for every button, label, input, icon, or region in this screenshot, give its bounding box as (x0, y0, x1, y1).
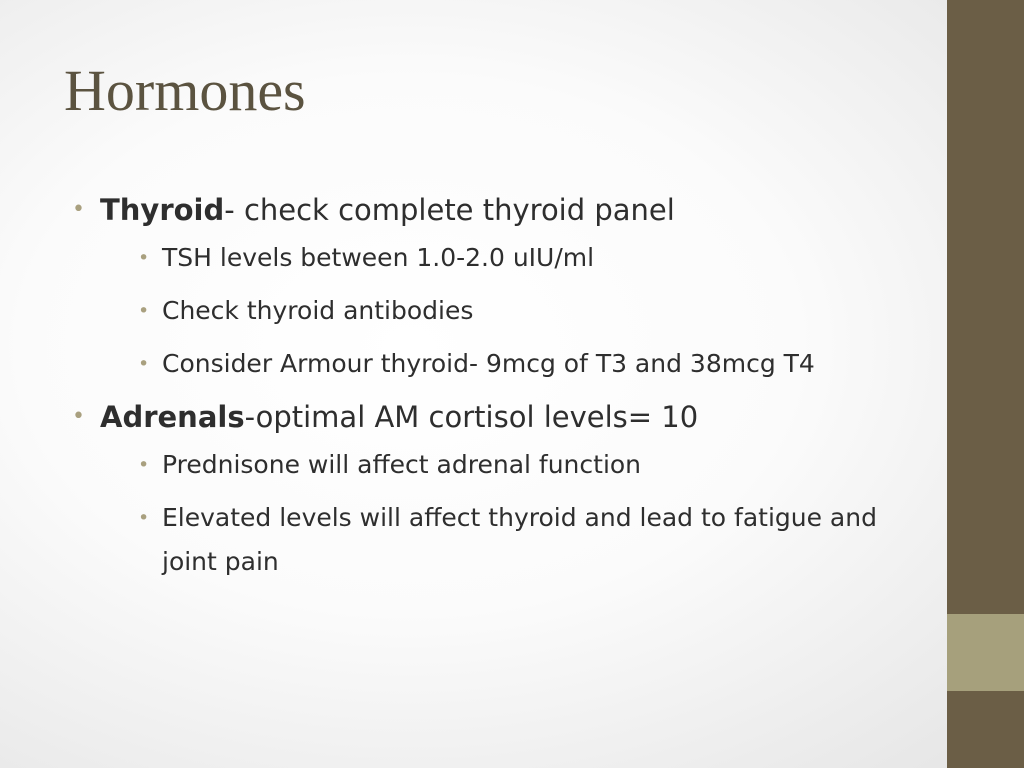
sub-bullet (100, 496, 892, 584)
bullet-dot-icon: • (138, 300, 150, 322)
bullet-list (72, 188, 892, 584)
sub-bullet (100, 236, 892, 280)
bullet-bold-label: Thyroid (100, 193, 225, 227)
bullet-dot-icon: • (72, 197, 85, 222)
sub-bullet-text: TSH levels between 1.0-2.0 uIU/ml (162, 243, 595, 272)
slide-title: Hormones (64, 58, 306, 123)
bullet-dot-icon: • (72, 404, 85, 429)
bullet-text: - check complete thyroid panel (224, 193, 675, 227)
sub-bullet-text: Consider Armour thyroid- 9mcg of T3 and 38mcg T4 (162, 349, 815, 378)
bullet-dot-icon: • (138, 353, 150, 375)
bullet-thyroid (72, 188, 892, 386)
bullet-dot-icon: • (138, 454, 150, 476)
sub-bullet (100, 443, 892, 487)
sub-bullet (100, 289, 892, 333)
sub-bullet-text: Elevated levels will affect thyroid and lead to fatigue and joint pain (162, 503, 877, 576)
sub-bullet-list (100, 443, 892, 584)
bullet-dot-icon: • (138, 507, 150, 529)
bullet-adrenals (72, 395, 892, 584)
sub-bullet-text: Prednisone will affect adrenal function (162, 450, 642, 479)
decorative-sidebar-block (947, 614, 1024, 691)
bullet-bold-label: Adrenals (100, 400, 245, 434)
sub-bullet (100, 342, 892, 386)
slide-content (72, 188, 892, 593)
sub-bullet-text: Check thyroid antibodies (162, 296, 474, 325)
bullet-dot-icon: • (138, 247, 150, 269)
bullet-text: -optimal AM cortisol levels= 10 (244, 400, 699, 434)
sub-bullet-list (100, 236, 892, 386)
